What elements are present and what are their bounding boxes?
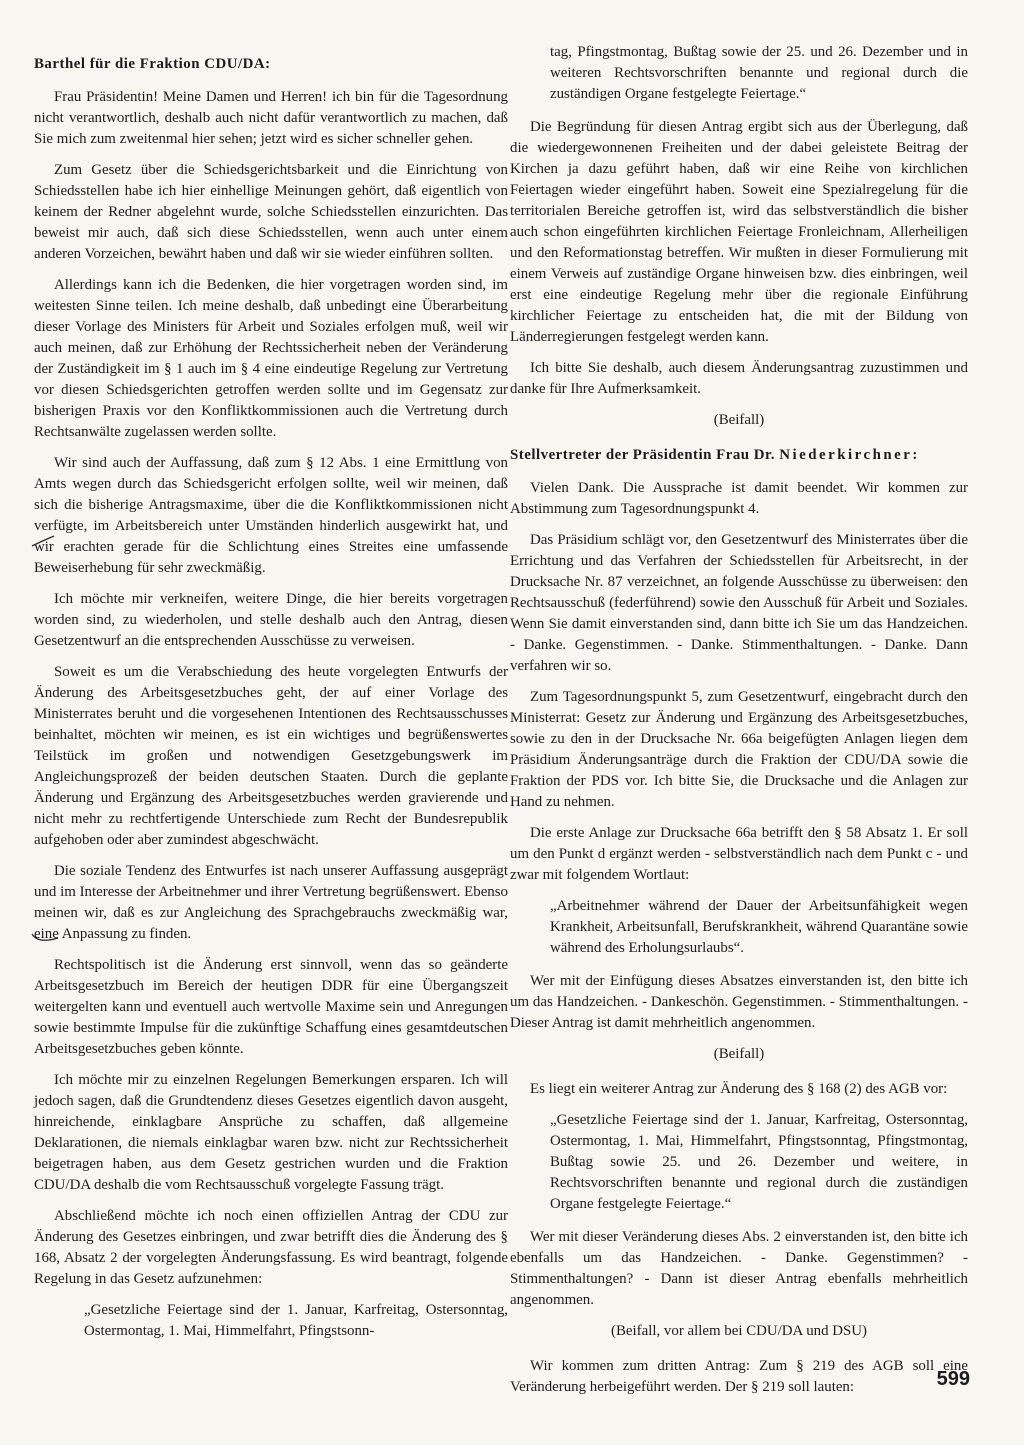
paragraph: Wir kommen zum dritten Antrag: Zum § 219 des AGB soll eine Veränderung herbeigeführt werden. Der § 219 soll lauten:	[510, 1358, 968, 1395]
paragraph: Die soziale Tendenz des Entwurfes ist nach unserer Auffassung ausgeprägt und im Interesse der Arbeitnehmer und ihrer Vertretung begrüßenswert. Ebenso meinen wir, daß es zur Angleichung des Sprachgebrauchs zweckmäßig war, eine Anpassung zu finden.	[34, 863, 508, 942]
paragraph: Ich bitte Sie deshalb, auch diesem Änderungsantrag zuzustimmen und danke für Ihre Aufmerksamkeit.	[510, 360, 968, 397]
paragraph: Zum Gesetz über die Schiedsgerichtsbarkeit und die Einrichtung von Schiedsstellen habe ich hier einhellige Meinungen gehört, daß eigentlich von keinem der Redner abgelehnt wurde, solche Schiedsstellen einzurichten. Das beweist mir auch, daß sich diese Schiedsstellen, wenn auch unter einem anderen Vorzeichen, bewährt haben und daß wir sie wieder einführen sollten.	[34, 162, 508, 262]
paragraph: Rechtspolitisch ist die Änderung erst sinnvoll, wenn das so geänderte Arbeitsgesetzbuch im Bereich der heutigen DDR für eine Übergangszeit weitergelten kann und eventuell auch wertvolle Maxime sein und Anregungen sowie bestimmte Impulse für die zukünftige Schaffung eines gesamtdeutschen Arbeitsgesetzbuches geben könnte.	[34, 957, 508, 1057]
quote-paragraph-168: „Gesetzliche Feiertage sind der 1. Januar, Karfreitag, Ostersonntag, Ostermontag, 1. Mai, Himmelfahrt, Pfingstsonntag, Pfingstmontag, Bußtag sowie 25. und 26. Dezember und weitere, in Rechtsvorschriften benannte und regional durch die zuständigen Organe festgelegte Feiertage.“	[550, 1112, 968, 1212]
paragraph: Die erste Anlage zur Drucksache 66a betrifft den § 58 Absatz 1. Er soll um den Punkt d ergänzt werden - selbstverständlich nach dem Punkt c - und zwar mit folgendem Wortlaut:	[510, 825, 968, 883]
paragraph: Wer mit dieser Veränderung dieses Abs. 2 einverstanden ist, den bitte ich ebenfalls um das Handzeichen. - Danke. Gegenstimmen? - Stimmenthaltungen? - Dann ist dieser Antrag ebenfalls mehrheitlich angenommen.	[510, 1229, 968, 1308]
right-column	[510, 42, 968, 1408]
paragraph: Ich möchte mir zu einzelnen Regelungen Bemerkungen ersparen. Ich will jedoch sagen, daß die Grundtendenz dieses Gesetzes eigentlich davon ausgeht, hinreichende, einklagbare Ansprüche zu schaffen, daß allgemeine Deklarationen, die niemals einklagbar waren bzw. nicht zur Rechtssicherheit beigetragen haben, aus dem Gesetz gestrichen wurden und die Fraktion CDU/DA deshalb die vom Rechtsausschuß vorgelegte Fassung trägt.	[34, 1072, 508, 1193]
speaker-heading-barthel: Barthel für die Fraktion CDU/DA:	[34, 56, 271, 72]
paragraph: Abschließend möchte ich noch einen offiziellen Antrag der CDU zur Änderung des Gesetzes einbringen, und zwar betrifft dies die Änderung des § 168, Absatz 2 der vorgelegten Änderungsfassung. Es wird beantragt, folgende Regelung in das Gesetz aufzunehmen:	[34, 1208, 508, 1287]
applause-note: (Beifall)	[713, 412, 765, 428]
quote-holidays-start: „Gesetzliche Feiertage sind der 1. Januar, Karfreitag, Ostersonntag, Ostermontag, 1. Mai, Himmelfahrt, Pfingstsonn-	[84, 1302, 508, 1339]
paragraph: Zum Tagesordnungspunkt 5, zum Gesetzentwurf, eingebracht durch den Ministerrat: Gesetz zur Änderung und Ergänzung des Arbeitsgesetzbuches, sowie zu den in der Drucksache Nr. 66a beigefügten Anlagen liegen dem Präsidium Änderungsanträge durch die Fraktion der CDU/DA sowie die Fraktion der PDS vor. Ich bitte Sie, die Drucksache und die Anlagen zur Hand zu nehmen.	[510, 689, 968, 810]
left-column	[34, 44, 508, 1354]
paragraph: Ich möchte mir verkneifen, weitere Dinge, die hier bereits vorgetragen worden sind, zu wiederholen, und stelle deshalb auch den Antrag, diesen Gesetzentwurf an die entsprechenden Ausschüsse zu verweisen.	[34, 591, 508, 649]
paragraph: Wer mit der Einfügung dieses Absatzes einverstanden ist, den bitte ich um das Handzeichen. - Dankeschön. Gegenstimmen. - Stimmenthaltungen. - Dieser Antrag ist damit mehrheitlich angenommen.	[510, 973, 968, 1031]
speaker-title: Stellvertreter der Präsidentin Frau Dr.	[510, 447, 780, 463]
paragraph: Das Präsidium schlägt vor, den Gesetzentwurf des Ministerrates über die Errichtung und das Verfahren der Schiedsstellen für Arbeitsrecht, in der Drucksache Nr. 87 verzeichnet, an folgende Ausschüsse zu überweisen: den Rechtsausschuß (federführend) sowie den Ausschuß für Arbeit und Soziales. Wenn Sie damit einverstanden sind, dann bitte ich Sie um das Handzeichen. - Danke. Gegenstimmen. - Danke. Stimmenthaltungen. - Danke. Dann verfahren wir so.	[510, 532, 968, 674]
speaker-heading-niederkirchner	[510, 445, 968, 466]
margin-mark-icon	[30, 926, 60, 948]
paragraph: Es liegt ein weiterer Antrag zur Änderung des § 168 (2) des AGB vor:	[530, 1081, 948, 1097]
paragraph: Allerdings kann ich die Bedenken, die hier vorgetragen worden sind, im weitesten Sinne teilen. Ich meine deshalb, daß unbedingt eine Überarbeitung dieser Vorlage des Ministers für Arbeit und Soziales erfolgen muß, weil wir auch meinen, daß zur Erhöhung der Rechtssicherheit neben der Veränderung der Zuständigkeit im § 1 auch im § 4 eine eindeutige Regelung zur Vertretung vor diesen Schiedsgerichten getroffen werden sollte und im Gegensatz zur bisherigen Praxis vor den Konfliktkommissionen auch die Vertretung durch Rechtsanwälte zugelassen werden sollte.	[34, 277, 508, 440]
paragraph: Die Begründung für diesen Antrag ergibt sich aus der Überlegung, daß die wiedergewonnenen Freiheiten und der dabei geleistete Beitrag der Kirchen ja dazu geführt haben, daß wir eine Reihe von kirchlichen Feiertagen wieder eingeführt haben. Soweit eine Spezialregelung für die territorialen Bereiche getroffen ist, wird das selbstverständlich die bisher auch schon eingeführten kirchlichen Feiertage Fronleichnam, Allerheiligen und den Reformationstag betreffen. Wir mußten in dieser Formulierung mit einem Verweis auf zuständige Organe hinweisen bzw. dies einbringen, weil erst eine eindeutige Regelung mehr über die regionale Einführung kirchlicher Feiertage zu entscheiden hat, die mit der Bildung von Länderregierungen festgelegt werden kann.	[510, 119, 968, 345]
paragraph: Frau Präsidentin! Meine Damen und Herren! ich bin für die Tagesordnung nicht verantwortlich, deshalb auch nicht dafür verantwortlich zu machen, daß Sie mich zum zweitenmal hier sehen; jetzt wird es sicher schneller gehen.	[34, 89, 508, 147]
paragraph: Vielen Dank. Die Aussprache ist damit beendet. Wir kommen zur Abstimmung zum Tagesordnungspunkt 4.	[510, 480, 968, 517]
applause-note: (Beifall)	[713, 1046, 765, 1062]
paragraph: Soweit es um die Verabschiedung des heute vorgelegten Entwurfs der Änderung des Arbeitsgesetzbuches geht, der auf einer Vorlage des Ministerrates beruht und die vorgesehenen Intentionen des Rechtsausschusses beinhaltet, möchten wir meinen, es ist ein wichtiges und begrüßenswertes Teilstück im großen und notwendigen Gesetzgebungswerk im Angleichungsprozeß der beiden deutschen Staaten. Durch die geplante Änderung und Ergänzung des Arbeitsgesetzbuches werden gravierende und nicht mehr zu rechtfertigende Unterschiede zum Recht der Bundesrepublik aufgehoben oder aber zumindest abgeschwächt.	[34, 664, 508, 848]
paragraph: Wir sind auch der Auffassung, daß zum § 12 Abs. 1 eine Ermittlung von Amts wegen durch das Schiedsgericht erfolgen sollte, weil wir meinen, daß sich die bisherige Antragsmaxime, über die die Konfliktkommissionen nicht verfügte, im Arbeitsbereich unter Umständen hinderlich ausgewirkt hat, und wir erachten gerade für die Schlichtung eines Streites eine umfassende Beweiserhebung für sehr zweckmäßig.	[34, 455, 508, 576]
quote-paragraph-58: „Arbeitnehmer während der Dauer der Arbeitsunfähigkeit wegen Krankheit, Arbeitsunfall, Berufskrankheit, während Quarantäne sowie während des Erholungsurlaubs“.	[550, 898, 968, 956]
speaker-name: Niederkirchner	[779, 447, 913, 463]
applause-note: (Beifall, vor allem bei CDU/DA und DSU)	[611, 1323, 867, 1339]
speaker-colon: :	[912, 447, 918, 463]
margin-mark-icon	[30, 532, 56, 552]
quote-holidays-continuation: tag, Pfingstmontag, Bußtag sowie der 25. und 26. Dezember und in weiteren Rechtsvorschriften benannte und regional durch die zuständigen Organe festgelegte Feiertage.“	[550, 44, 968, 102]
page-number: 599	[936, 1368, 970, 1390]
